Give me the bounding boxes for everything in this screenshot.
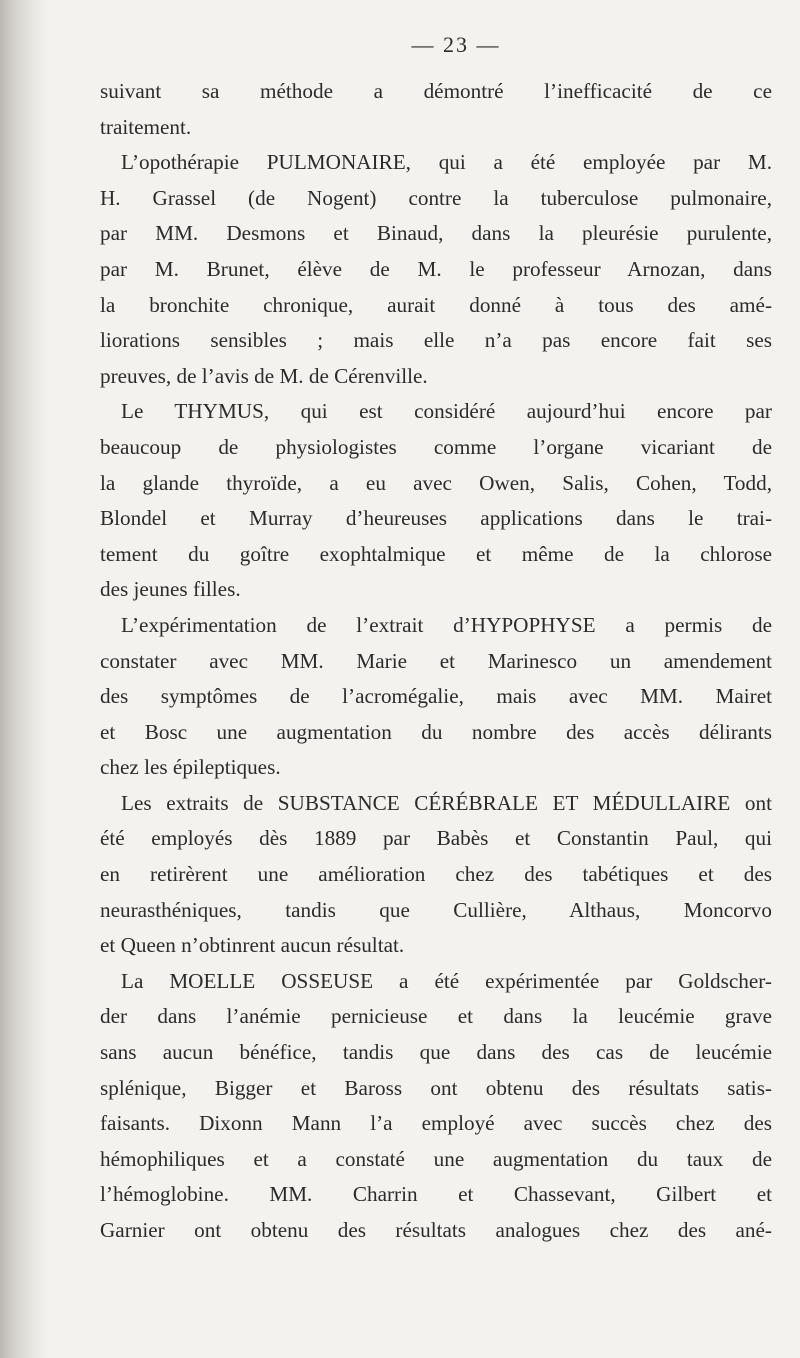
- text-line: hémophiliques et a constaté une augmentation du taux de: [100, 1146, 772, 1171]
- text-line: La MOELLE OSSEUSE a été expérimentée par Goldscher-: [121, 968, 772, 993]
- text-line: été employés dès 1889 par Babès et Constantin Paul, qui: [100, 826, 772, 851]
- text-line: der dans l’anémie pernicieuse et dans la leucémie grave: [100, 1004, 772, 1029]
- text-line: par M. Brunet, élève de M. le professeur Arnozan, dans: [100, 256, 772, 281]
- text-line: des symptômes de l’acromégalie, mais avec MM. Mairet: [100, 684, 772, 709]
- body-text: [100, 74, 772, 1249]
- text-line: sans aucun bénéfice, tandis que dans des cas de leucémie: [100, 1040, 772, 1065]
- text-line: tement du goître exophtalmique et même de la chlorose: [100, 541, 772, 566]
- text-line: splénique, Bigger et Baross ont obtenu des résultats satis-: [100, 1075, 772, 1100]
- book-page: [100, 32, 772, 1249]
- text-line: chez les épileptiques.: [100, 755, 281, 780]
- page-number: — 23 —: [411, 32, 501, 57]
- text-line: la bronchite chronique, aurait donné à tous des amé-: [100, 292, 772, 317]
- text-line: faisants. Dixonn Mann l’a employé avec succès chez des: [100, 1111, 772, 1136]
- text-line: beaucoup de physiologistes comme l’organe vicariant de: [100, 434, 772, 459]
- page-binding-shadow: [0, 0, 48, 1358]
- text-line: constater avec MM. Marie et Marinesco un amendement: [100, 648, 772, 673]
- text-line: H. Grassel (de Nogent) contre la tuberculose pulmonaire,: [100, 185, 772, 210]
- text-line: en retirèrent une amélioration chez des tabétiques et des: [100, 862, 772, 887]
- text-line: des jeunes filles.: [100, 577, 241, 602]
- text-line: liorations sensibles ; mais elle n’a pas encore fait ses: [100, 328, 772, 353]
- text-line: Le THYMUS, qui est considéré aujourd’hui encore par: [121, 399, 772, 424]
- text-line: l’hémoglobine. MM. Charrin et Chassevant, Gilbert et: [100, 1182, 772, 1207]
- text-line: suivant sa méthode a démontré l’inefficacité de ce: [100, 79, 772, 103]
- text-line: et Bosc une augmentation du nombre des accès délirants: [100, 719, 772, 744]
- text-line: la glande thyroïde, a eu avec Owen, Salis, Cohen, Todd,: [100, 470, 772, 495]
- text-line: et Queen n’obtinrent aucun résultat.: [100, 933, 405, 958]
- text-line: preuves, de l’avis de M. de Cérenville.: [100, 363, 428, 388]
- text-line: neurasthéniques, tandis que Cullière, Althaus, Moncorvo: [100, 897, 772, 922]
- text-line: par MM. Desmons et Binaud, dans la pleurésie purulente,: [100, 221, 772, 246]
- text-line: L’expérimentation de l’extrait d’HYPOPHYSE a permis de: [121, 612, 772, 637]
- text-line: traitement.: [100, 114, 192, 139]
- text-line: L’opothérapie PULMONAIRE, qui a été employée par M.: [121, 150, 772, 175]
- text-line: Les extraits de SUBSTANCE CÉRÉBRALE ET MÉDULLAIRE ont: [121, 790, 772, 815]
- text-line: Blondel et Murray d’heureuses applications dans le trai-: [100, 506, 772, 531]
- text-line: Garnier ont obtenu des résultats analogues chez des ané-: [100, 1218, 772, 1242]
